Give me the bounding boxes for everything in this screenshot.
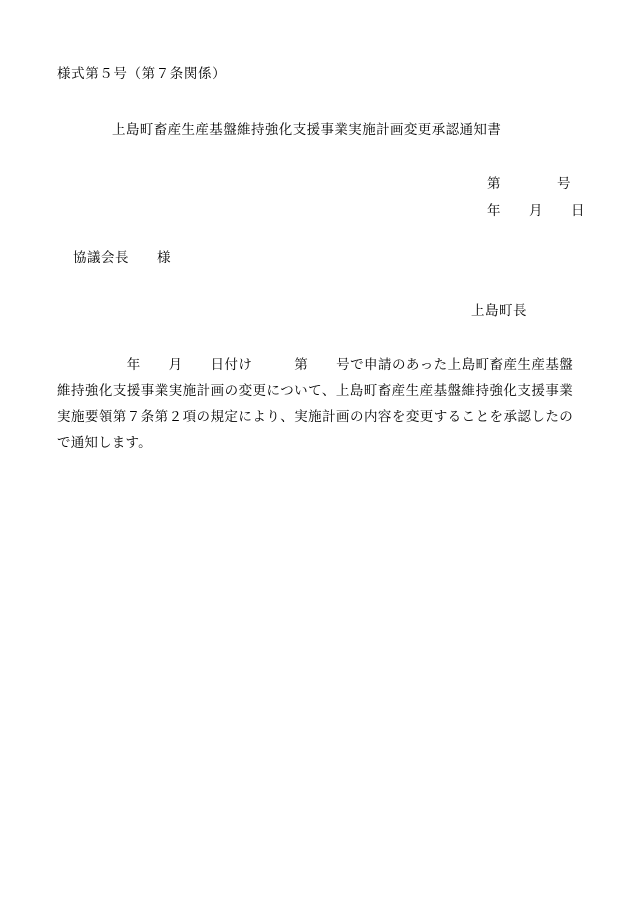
form-number: 様式第５号（第７条関係）	[57, 66, 227, 81]
document-title: 上島町畜産生産基盤維持強化支援事業実施計画変更承認通知書	[112, 122, 502, 137]
addressee: 協議会長 様	[73, 250, 171, 265]
document-number-field: 第 号	[487, 176, 571, 191]
issuer: 上島町長	[471, 303, 527, 318]
body-lead-text: 年 月 日付け 第 号で申請のあった	[57, 357, 448, 372]
body-paragraph-text	[57, 352, 573, 456]
body-paragraph	[57, 352, 573, 456]
document-date-field: 年 月 日	[487, 203, 585, 218]
body-main-text: 上島町畜産生産基盤維持強化支援事業実施計画の変更について、上島町畜産生産基盤維持強化支援事業実施要領第７条第２項の規定により、実施計画の内容を変更することを承認したので通知します。	[57, 357, 573, 450]
